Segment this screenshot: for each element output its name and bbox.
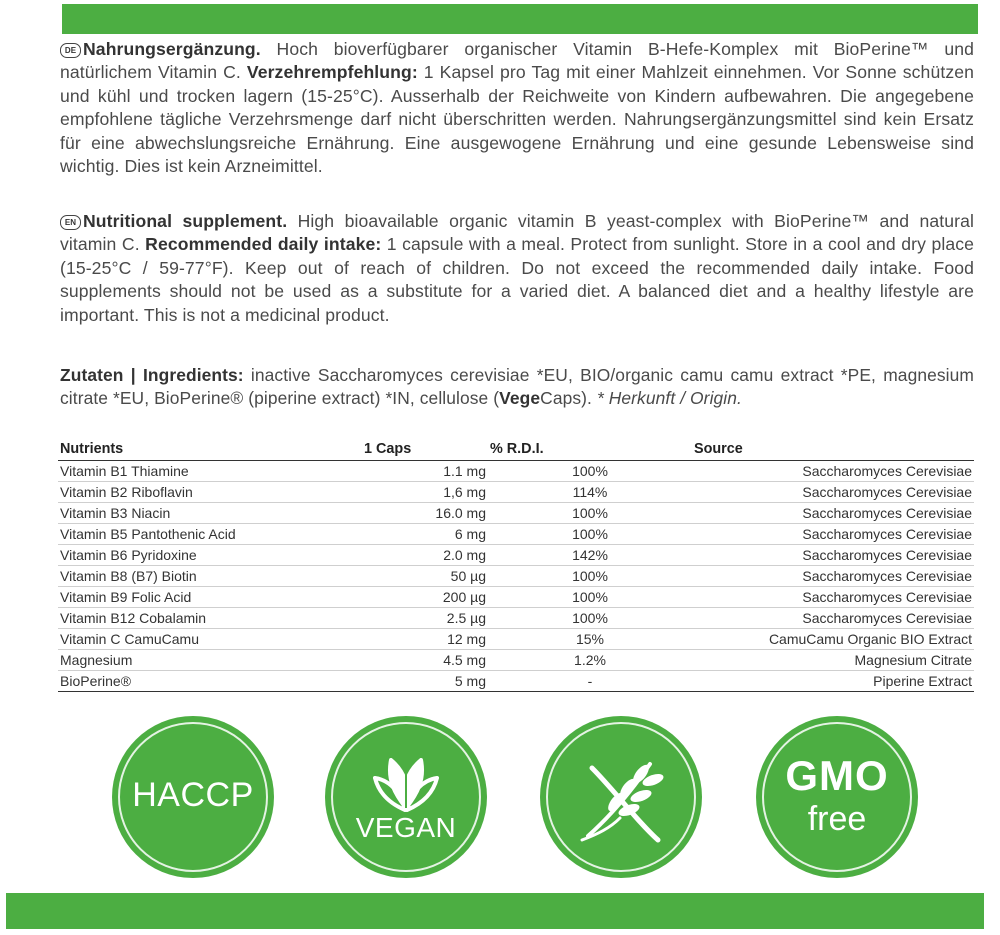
header-nutrients: Nutrients	[58, 439, 362, 461]
cell-caps: 16.0 mg	[362, 503, 488, 524]
table-row	[58, 503, 974, 524]
cell-caps: 12 mg	[362, 629, 488, 650]
gluten-free-wheat-icon	[540, 716, 702, 878]
cell-source: Saccharomyces Cerevisiae	[692, 482, 974, 503]
de-heading: Nahrungsergänzung.	[83, 39, 261, 59]
cell-nutrient: Vitamin B6 Pyridoxine	[58, 545, 362, 566]
table-row	[58, 566, 974, 587]
cell-source: CamuCamu Organic BIO Extract	[692, 629, 974, 650]
top-green-bar	[62, 4, 978, 34]
header-caps: 1 Caps	[362, 439, 488, 461]
table-row	[58, 524, 974, 545]
cell-nutrient: Vitamin B5 Pantothenic Acid	[58, 524, 362, 545]
cell-nutrient: Magnesium	[58, 650, 362, 671]
cell-caps: 6 mg	[362, 524, 488, 545]
cell-source: Saccharomyces Cerevisiae	[692, 566, 974, 587]
leaf-icon	[325, 716, 487, 878]
cell-rdi: 100%	[488, 524, 692, 545]
cell-nutrient: Vitamin B2 Riboflavin	[58, 482, 362, 503]
gluten-free-badge	[540, 716, 702, 878]
cell-source: Saccharomyces Cerevisiae	[692, 545, 974, 566]
de-text-1: Hoch bioverfügbarer organischer Vitamin B-Hefe-Komplex mit BioPerine™ und natürlichem Vitamin C.	[60, 39, 974, 83]
cell-source: Saccharomyces Cerevisiae	[692, 503, 974, 524]
cell-caps: 2.0 mg	[362, 545, 488, 566]
cell-source: Saccharomyces Cerevisiae	[692, 587, 974, 608]
de-text-2: 1 Kapsel pro Tag mit einer Mahlzeit einnehmen. Vor Sonne schützen und kühl und trocken lagern (15-25°C). Ausserhalb der Reichweite von Kindern aufbewahren. Die angegebene empfohlene tägliche Verzehrsmenge darf nicht überschritten werden. Nahrungsergänzungsmittel sind kein Ersatz für eine abwechslungsreiche Ernährung. Eine ausgewogene Ernährung und eine gesunde Lebensweise sind wichtig. Dies ist kein Arzneimittel.	[60, 62, 974, 177]
bottom-green-bar	[6, 893, 984, 929]
table-row	[58, 545, 974, 566]
table-row	[58, 461, 974, 482]
de-dose-label: Verzehrempfehlung:	[246, 62, 418, 83]
cell-rdi: 142%	[488, 545, 692, 566]
cell-caps: 1.1 mg	[362, 461, 488, 482]
en-text-2: 1 capsule with a meal. Protect from sunlight. Store in a cool and dry place (15-25°C / 59-77°F). Keep out of reach of children. Do not exceed the recommended daily intake. Food supplements should not be used as a substitute for a varied diet. A balanced diet and a healthy lifestyle are important. This is not a medicinal product.	[60, 234, 974, 325]
cell-nutrient: Vitamin C CamuCamu	[58, 629, 362, 650]
cell-caps: 1,6 mg	[362, 482, 488, 503]
table-row	[58, 608, 974, 629]
cell-nutrient: Vitamin B1 Thiamine	[58, 461, 362, 482]
cell-rdi: 100%	[488, 566, 692, 587]
vege-bold: Vege	[499, 388, 541, 409]
cell-caps: 200 µg	[362, 587, 488, 608]
cell-source: Magnesium Citrate	[692, 650, 974, 671]
cell-rdi: 114%	[488, 482, 692, 503]
cell-rdi: 100%	[488, 587, 692, 608]
vegan-badge	[325, 716, 487, 878]
vegan-label: VEGAN	[355, 812, 457, 843]
cell-caps: 5 mg	[362, 671, 488, 692]
cell-caps: 4.5 mg	[362, 650, 488, 671]
haccp-badge	[112, 716, 274, 878]
cell-rdi: -	[488, 671, 692, 692]
nutrients-table	[58, 439, 974, 692]
cell-source: Saccharomyces Cerevisiae	[692, 524, 974, 545]
ingredients-text: inactive Saccharomyces cerevisiae *EU, BIO/organic camu camu extract *PE, magnesium citrate *EU, BioPerine® (piperine extract) *IN, cellulose (	[60, 365, 974, 409]
cell-rdi: 15%	[488, 629, 692, 650]
ingredients-label: Zutaten | Ingredients:	[60, 365, 244, 385]
free-label: free	[807, 800, 867, 838]
english-description	[60, 210, 974, 327]
cell-caps: 50 µg	[362, 566, 488, 587]
cell-nutrient: Vitamin B3 Niacin	[58, 503, 362, 524]
german-description	[60, 38, 974, 178]
gmo-free-badge	[756, 716, 918, 878]
en-heading: Nutritional supplement.	[83, 211, 288, 231]
ingredients-paragraph	[60, 364, 974, 411]
haccp-label: HACCP	[132, 776, 254, 814]
header-rdi: % R.D.I.	[488, 439, 692, 461]
table-row	[58, 629, 974, 650]
table-row	[58, 482, 974, 503]
en-text-1: High bioavailable organic vitamin B yeast-complex with BioPerine™ and natural vitamin C.	[60, 211, 974, 255]
cell-rdi: 1.2%	[488, 650, 692, 671]
en-language-badge: EN	[60, 215, 81, 230]
cell-source: Piperine Extract	[692, 671, 974, 692]
caps-text: Caps).	[540, 388, 597, 409]
table-row	[58, 587, 974, 608]
cell-rdi: 100%	[488, 461, 692, 482]
table-row	[58, 650, 974, 671]
de-language-badge: DE	[60, 43, 81, 58]
cell-source: Saccharomyces Cerevisiae	[692, 608, 974, 629]
cell-nutrient: Vitamin B12 Cobalamin	[58, 608, 362, 629]
origin-note: * Herkunft / Origin.	[596, 388, 742, 409]
cell-caps: 2.5 µg	[362, 608, 488, 629]
table-header-row	[58, 439, 974, 461]
cell-nutrient: BioPerine®	[58, 671, 362, 692]
header-source: Source	[692, 439, 974, 461]
cell-nutrient: Vitamin B9 Folic Acid	[58, 587, 362, 608]
cell-nutrient: Vitamin B8 (B7) Biotin	[58, 566, 362, 587]
cell-source: Saccharomyces Cerevisiae	[692, 461, 974, 482]
en-dose-label: Recommended daily intake:	[145, 234, 382, 255]
cell-rdi: 100%	[488, 608, 692, 629]
gmo-label: GMO	[785, 752, 889, 799]
table-row	[58, 671, 974, 692]
cell-rdi: 100%	[488, 503, 692, 524]
